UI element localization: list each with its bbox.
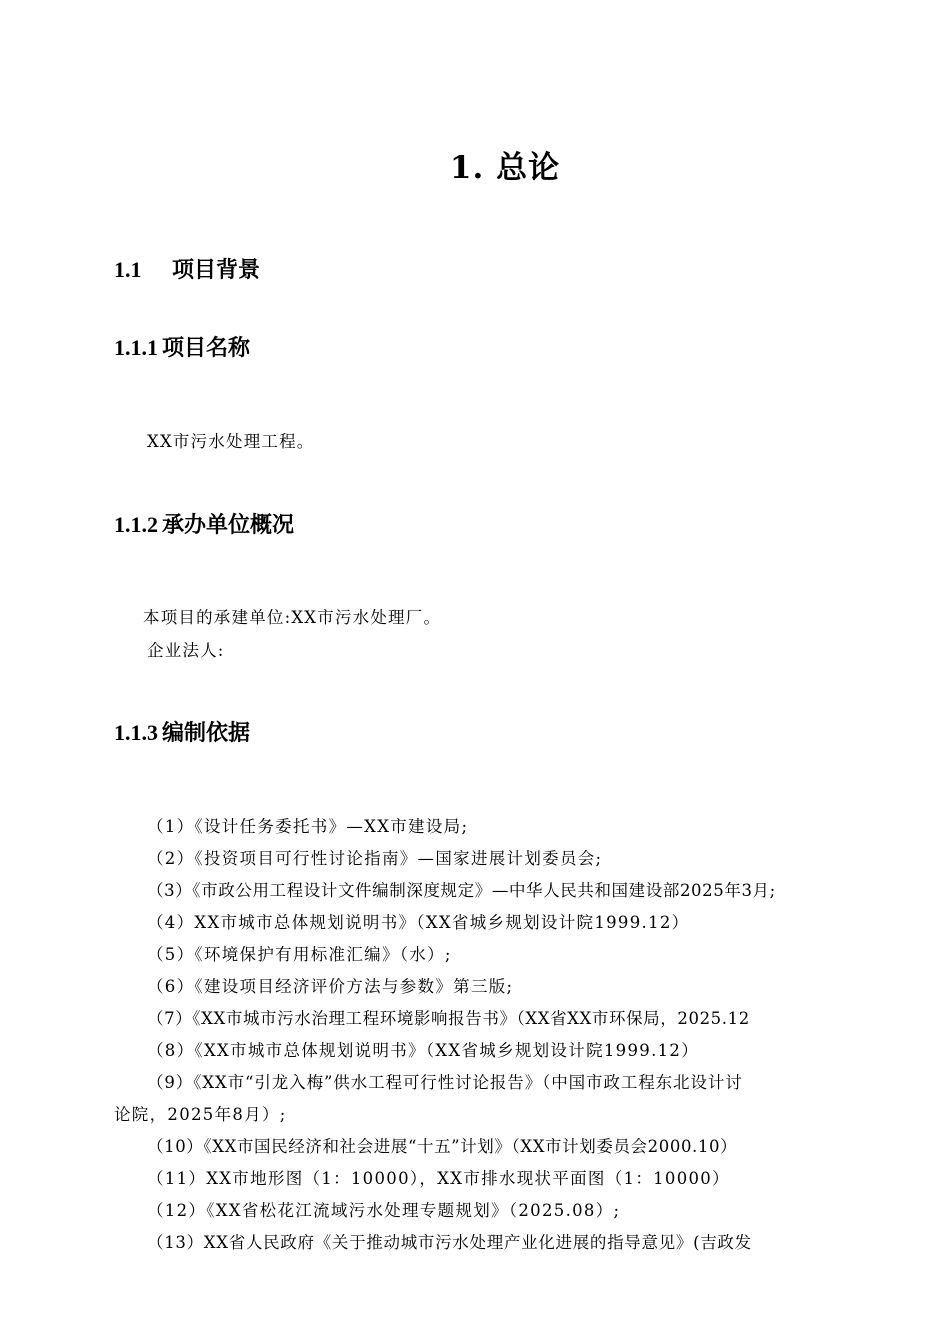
- subsection-heading-project-name: [114, 331, 250, 362]
- subsection-heading-unit-overview: [114, 508, 294, 539]
- subsection-number: 1.1.3: [114, 720, 158, 745]
- subsection-title: 编制依据: [162, 720, 251, 746]
- section-heading: [114, 253, 260, 284]
- reference-item: （9）《XX市“引龙入梅”供水工程可行性讨论报告》（中国市政工程东北设计讨: [147, 1073, 743, 1092]
- reference-item: （2）《投资项目可行性讨论指南》—国家进展计划委员会;: [147, 849, 603, 868]
- subsection-title: 承办单位概况: [162, 512, 295, 538]
- reference-item: （3）《市政公用工程设计文件编制深度规定》—中华人民共和国建设部2025年3月;: [147, 881, 776, 900]
- reference-item: （1）《设计任务委托书》—XX市建设局;: [147, 817, 469, 836]
- chapter-title: 1. 总论: [449, 150, 561, 186]
- reference-item: （12）《XX省松花江流域污水处理专题规划》（2025.08）;: [147, 1201, 621, 1220]
- reference-item: （8）《XX市城市总体规划说明书》（XX省城乡规划设计院1999.12）: [147, 1041, 700, 1060]
- builder-unit-text: 本项目的承建单位:XX市污水处理厂。: [143, 608, 442, 627]
- reference-item-continuation: 论院，2025年8月）;: [114, 1105, 287, 1124]
- subsection-number: 1.1.1: [114, 335, 158, 360]
- reference-item: （10）《XX市国民经济和社会进展“十五”计划》（XX市计划委员会2000.10）: [147, 1137, 738, 1156]
- subsection-heading-basis: [114, 716, 250, 747]
- reference-item: （4）XX市城市总体规划说明书》（XX省城乡规划设计院1999.12）: [147, 913, 690, 932]
- reference-item: （5）《环境保护有用标准汇编》（水）;: [147, 945, 452, 964]
- reference-item: （7）《XX市城市污水治理工程环境影响报告书》（XX省XX市环保局，2025.12: [147, 1009, 750, 1028]
- legal-person-text: 企业法人:: [147, 641, 225, 660]
- reference-item: （13）XX省人民政府《关于推动城市污水处理产业化进展的指导意见》(吉政发: [147, 1233, 752, 1252]
- project-name-text: XX市污水处理工程。: [147, 432, 315, 451]
- subsection-title: 项目名称: [162, 335, 251, 361]
- section-title: 项目背景: [172, 257, 261, 283]
- section-number: 1.1: [114, 257, 142, 282]
- subsection-number: 1.1.2: [114, 512, 158, 537]
- reference-item: （6）《建设项目经济评价方法与参数》第三版;: [147, 977, 514, 996]
- reference-item: （11）XX市地形图（1：10000），XX市排水现状平面图（1：10000）: [147, 1169, 730, 1188]
